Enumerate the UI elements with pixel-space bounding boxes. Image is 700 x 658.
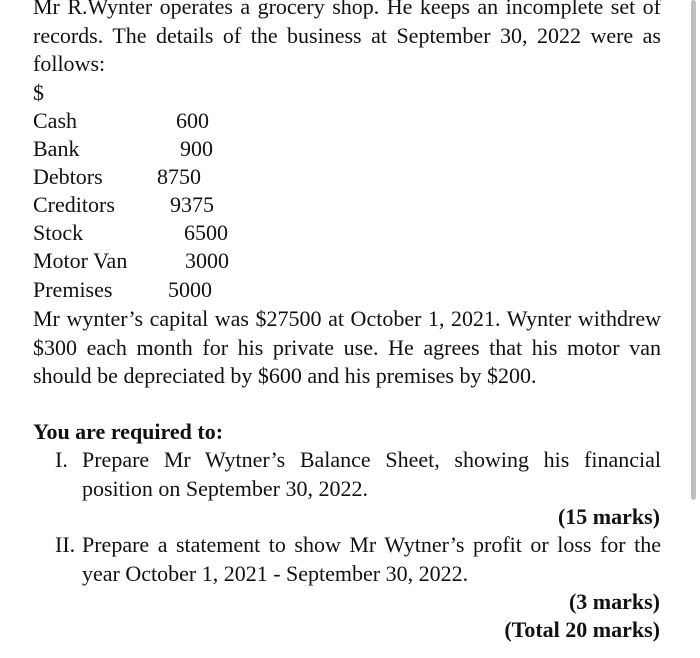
- details-paragraph: Mr wynter’s capital was $27500 at October 1, 2021. Wynter withdrew $300 each month for his private use. He agrees that his motor van should be depreciated by $600 and his premises by $200.: [33, 306, 661, 388]
- balance-row-stock: [33, 219, 333, 247]
- balance-value: 8750: [157, 164, 201, 189]
- question-number: II.: [55, 532, 76, 557]
- required-heading: You are required to:: [33, 419, 224, 444]
- balance-label: Motor Van: [33, 248, 128, 273]
- intro-paragraph: Mr R.Wynter operates a grocery shop. He keeps an incomplete set of records. The details of the business at September 30, 2022 were as follows:: [33, 0, 661, 76]
- balance-label: Cash: [33, 108, 77, 133]
- balance-value: 5000: [168, 277, 212, 302]
- balance-value: 9375: [170, 192, 214, 217]
- balance-value: 6500: [184, 220, 228, 245]
- total-marks: (Total 20 marks): [504, 617, 660, 642]
- question-2-marks: (3 marks): [568, 589, 660, 614]
- question-text: Prepare Mr Wytner’s Balance Sheet, showing his financial position on September 30, 2022.: [82, 447, 661, 501]
- question-1: [55, 446, 661, 503]
- balance-label: Debtors: [33, 164, 103, 189]
- balance-value: 3000: [185, 248, 229, 273]
- question-2: [55, 531, 661, 588]
- balance-label: Creditors: [33, 192, 115, 217]
- balance-value: 600: [176, 108, 209, 133]
- balance-value: 900: [180, 136, 213, 161]
- vertical-scrollbar[interactable]: [691, 0, 696, 500]
- question-text: Prepare a statement to show Mr Wytner’s profit or loss for the year October 1, 2021 - September 30, 2022.: [82, 532, 661, 586]
- balance-row-premises: [33, 276, 333, 304]
- currency-header: $: [33, 80, 44, 105]
- balance-label: Bank: [33, 136, 80, 161]
- balance-row-motor-van: [33, 247, 333, 275]
- balance-row-debtors: [33, 163, 333, 191]
- question-number: I.: [55, 447, 68, 472]
- balance-row-cash: [33, 107, 333, 135]
- balance-label: Premises: [33, 277, 113, 302]
- question-1-marks: (15 marks): [557, 504, 660, 529]
- balance-label: Stock: [33, 220, 84, 245]
- balance-row-bank: [33, 135, 333, 163]
- balance-row-creditors: [33, 191, 333, 219]
